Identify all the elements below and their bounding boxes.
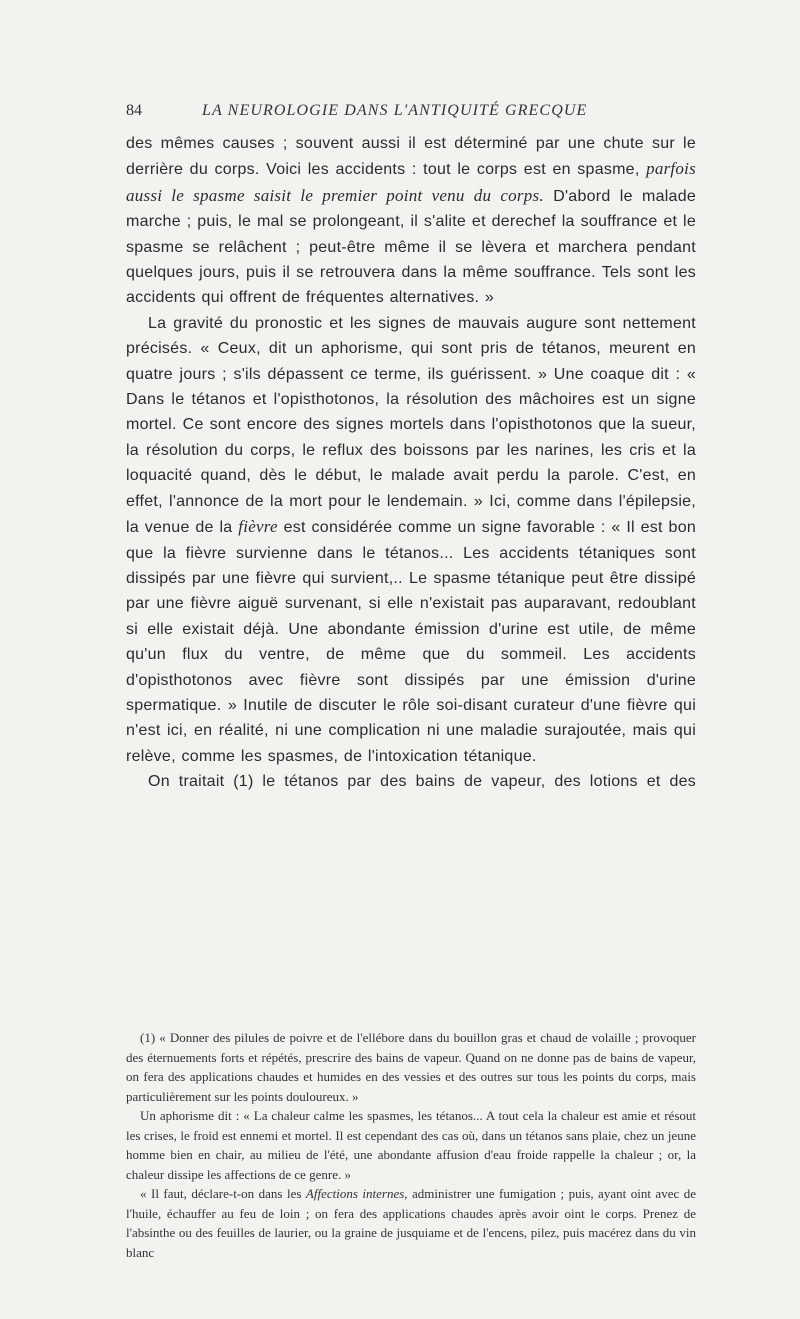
paragraph-1-italic: parfois aussi le spasme saisit le premier point venu du corps. bbox=[126, 159, 696, 205]
main-text bbox=[126, 131, 696, 795]
page-number: 84 bbox=[126, 102, 142, 119]
footnote-3-text-a: « Il faut, déclare-t-on dans les bbox=[140, 1186, 306, 1201]
footnote-3-text-b: , administrer une fumigation ; puis, ayant oint avec de l'huile, échauffer au feu de loin ; on fera des applications chaudes après avoir oint le corps. Prenez de l'absinthe ou des feuilles de laurier, ou la graine de jusquiame et de l'encens, pilez, puis macérez dans du vin blanc bbox=[126, 1186, 696, 1260]
footnotes bbox=[126, 1028, 696, 1262]
paragraph-1-text-a: des mêmes causes ; souvent aussi il est déterminé par une chute sur le derrière du corps. Voici les accidents : tout le corps est en spasme, bbox=[126, 135, 696, 179]
paragraph-2 bbox=[126, 311, 696, 769]
footnote-1: (1) « Donner des pilules de poivre et de l'ellébore dans du bouillon gras et chaud de volaille ; provoquer des éternuements forts et répétés, prescrire des bains de vapeur. Quand on ne donne pas de bains de vapeur, on fera des applications chaudes et humides en des vessies et des outres sur tous les points du corps, mais particulièrement sur les points douloureux. » bbox=[126, 1030, 696, 1104]
paragraph-1-text-b: D'abord le malade marche ; puis, le mal se prolongeant, il s'alite et derechef la souffrance et le spasme se relâchent ; peut-être même il se lèvera et marchera pendant quelques jours, puis il se retrouvera dans la même souffrance. Tels sont les accidents qui offrent de fréquentes alternatives. » bbox=[126, 187, 697, 307]
footnote-2: Un aphorisme dit : « La chaleur calme les spasmes, les tétanos... A tout cela la chaleur est amie et résout les crises, le froid est ennemi et mortel. Il est cependant des cas où, dans un tétanos sans plaie, chez un jeune homme bien en chair, au milieu de l'été, une abondante affusion d'eau froide rappelle la chaleur ; or, la chaleur dissipe les affections de ce genre. » bbox=[126, 1108, 696, 1182]
running-title: LA NEUROLOGIE DANS L'ANTIQUITÉ GRECQUE bbox=[202, 102, 588, 119]
paragraph-2-text-a: La gravité du pronostic et les signes de mauvais augure sont nettement précisés. « Ceux, dit un aphorisme, qui sont pris de tétanos, meurent en quatre jours ; s'ils dépassent ce terme, ils guérissent. » Une coaque dit : « Dans le tétanos et l'opisthotonos, la résolution des mâchoires est un signe mortel. Ce sont encore des signes mortels dans l'opisthotonos que la sueur, la résolution du corps, le reflux des boissons par les narines, les cris et la loquacité quand, dès le début, le malade avait perdu la parole. C'est, en effet, l'annonce de la mort pour le lendemain. » Ici, comme dans l'épilepsie, la venue de la bbox=[126, 314, 696, 537]
paragraph-3: On traitait (1) le tétanos par des bains de vapeur, des lotions et des bbox=[148, 773, 696, 791]
running-header bbox=[126, 100, 696, 122]
footnote-3-italic: Affections internes bbox=[305, 1186, 405, 1201]
paragraph-2-text-b: est considérée comme un signe favorable : « Il est bon que la fièvre survienne dans le tétanos... Les accidents tétaniques sont dissipés par une fièvre qui survient,.. Le spasme tétanique peut être dissipé par une fièvre aiguë survenant, si elle n'existait pas auparavant, redoublant si elle existait déjà. Une abondante émission d'urine est utile, de même qu'un flux du ventre, de même que du sommeil. Les accidents d'opisthotonos avec fièvre sont dissipés par une émission d'urine spermatique. » Inutile de discuter le rôle soi-disant curateur d'une fièvre qui n'est ici, en réalité, ni une complication ni une maladie surajoutée, mais qui relève, comme les spasmes, de l'intoxication tétanique. bbox=[126, 519, 697, 765]
paragraph-1 bbox=[126, 131, 696, 311]
footnote-3 bbox=[126, 1184, 696, 1262]
paragraph-2-italic: fièvre bbox=[238, 517, 278, 537]
